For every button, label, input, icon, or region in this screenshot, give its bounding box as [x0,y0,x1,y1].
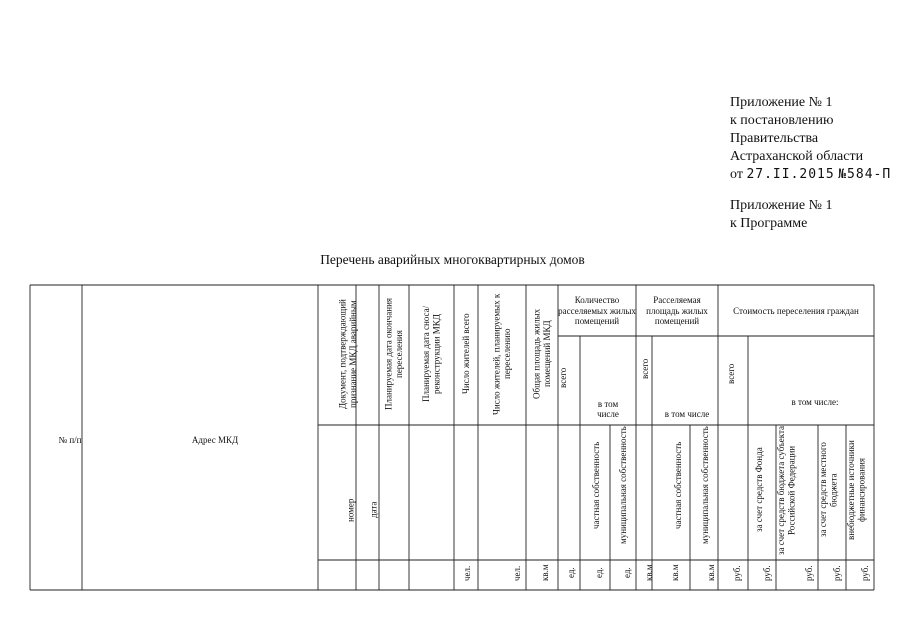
header-rooms-municipal: муниципальная собственность [617,426,628,544]
unit-area-total: кв.м [643,564,654,582]
header-area-municipal: муниципальная собственность [699,426,710,544]
unit-cost-fund: руб. [761,565,772,581]
header-cost-regional: за счет средств бюджета субъекта Российской Федерации [776,425,797,555]
header-rooms-area: Расселяемая площадь жилых помещений [646,295,708,327]
appendix-line: к Программе [730,216,808,231]
unit-area-private: кв.м [669,564,680,582]
header-cost-total: всего [726,363,736,385]
unit-cost-local: руб. [831,565,842,581]
header-area-including: в том числе [664,408,710,419]
appendix-line: Астраханской области [730,149,864,164]
appendix-line: Правительства [730,131,819,146]
unit-rooms-total: ед. [565,567,576,579]
unit-rooms-private: ед. [593,567,604,579]
unit-residents-total: чел. [461,565,472,581]
header-rooms-including: в том числе [597,398,619,419]
header-residents-planned: Число жителей, планируемых к переселению [491,293,512,415]
header-doc-number: номер [345,498,356,522]
unit-cost-extra: руб. [859,565,870,581]
header-total-area: Общая площадь жилых помещений МКД [531,308,552,400]
header-cost: Стоимость переселения граждан [733,305,859,316]
decree-number: №584-П [838,167,892,182]
unit-area-municipal: кв.м [705,564,716,582]
unit-total-area: кв.м [539,564,550,582]
unit-residents-planned: чел. [511,565,522,581]
header-planned-demolition: Планируемая дата сноса/ реконструкции МКД [421,305,442,403]
header-rooms-count: Количество расселяемых жилых помещений [558,295,636,327]
header-cost-extra: внебюджетные источники финансирования [846,440,867,540]
header-cost-local: за счет средств местного бюджета [818,442,839,538]
header-rooms-total: всего [558,367,568,389]
header-num: № п/п [58,434,82,445]
header-doc-date: дата [368,501,379,519]
header-document: Документ, подтверждающий признание МКД аварийным [337,299,358,409]
header-area-total: всего [640,358,650,380]
appendix-line: Приложение № 1 [730,95,833,110]
date-prefix: от [730,167,743,182]
document-title: Перечень аварийных многоквартирных домов [320,252,585,267]
unit-cost-regional: руб. [803,565,814,581]
header-planned-end: Планируемая дата окончания переселения [383,297,404,411]
header-cost-including: в том числе: [791,396,839,407]
header-address: Адрес МКД [191,434,239,445]
unit-rooms-municipal: ед. [621,567,632,579]
decree-date: 27.II.2015 [746,167,835,182]
header-cost-fund: за счет средств Фонда [754,447,764,533]
appendix-line: Приложение № 1 [730,198,833,213]
appendix-line: к постановлению [730,113,834,128]
header-residents-total: Число жителей всего [460,313,471,395]
header-area-private: частная собственность [672,441,683,529]
unit-cost-total: руб. [731,565,742,581]
header-rooms-private: частная собственность [590,441,601,529]
